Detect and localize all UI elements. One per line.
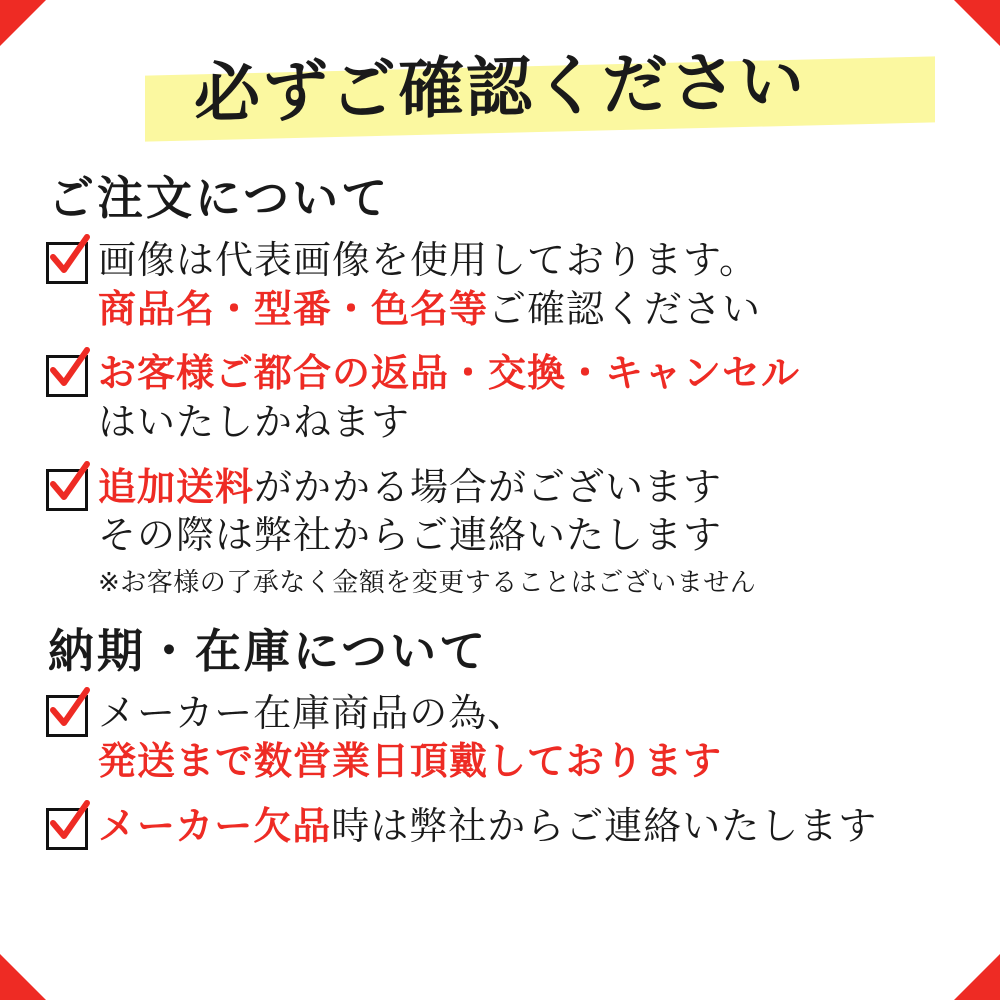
check-mark-icon [43, 344, 93, 394]
list-item-text [98, 349, 960, 446]
check-box-icon [46, 242, 88, 284]
list-item-line: お客様ご都合の返品・交換・キャンセル [98, 351, 801, 396]
list-item [46, 349, 960, 446]
list-item-line [98, 285, 960, 334]
title-banner [40, 38, 960, 148]
list-item [46, 236, 960, 333]
plain-text: がかかる場合がございます [254, 464, 723, 509]
page-title: 必ずご確認ください [194, 42, 806, 133]
list-item-line: 発送まで数営業日頂戴しております [98, 739, 723, 784]
list-item [46, 689, 960, 786]
list-item-text [98, 463, 960, 599]
list-item [46, 463, 960, 599]
list-item-text [98, 236, 960, 333]
list-item-line [98, 463, 960, 512]
check-mark-icon [43, 797, 93, 847]
list-item-line: はいたしかねます [98, 399, 411, 444]
check-box-icon [46, 808, 88, 850]
section-heading-delivery: 納期・在庫について [48, 623, 489, 678]
check-box-icon [46, 695, 88, 737]
list-item [46, 802, 960, 851]
list-item-text [98, 802, 960, 851]
section-delivery [40, 615, 960, 851]
list-item-text [98, 689, 960, 786]
check-box-icon [46, 355, 88, 397]
list-item-line: メーカー在庫商品の為、 [98, 690, 527, 735]
check-mark-icon [43, 458, 93, 508]
emphasis-text: メーカー欠品 [98, 804, 332, 848]
list-item-line [98, 802, 960, 851]
emphasis-text: 追加送料 [98, 464, 255, 509]
section-order [40, 162, 960, 599]
section-heading-order: ご注文について [48, 171, 391, 225]
plain-text: 時は弊社からご連絡いたします [331, 804, 878, 848]
list-item-line: その際は弊社からご連絡いたします [98, 513, 723, 558]
list-item-note: ※お客様の了承なく金額を変更することはございません [98, 567, 757, 598]
emphasis-text: 商品名・型番・色名等 [98, 286, 489, 331]
check-mark-icon [43, 684, 93, 734]
list-item-line: 画像は代表画像を使用しております。 [98, 238, 758, 282]
check-mark-icon [43, 231, 93, 281]
plain-text: ご確認ください [488, 286, 762, 331]
check-box-icon [46, 469, 88, 511]
